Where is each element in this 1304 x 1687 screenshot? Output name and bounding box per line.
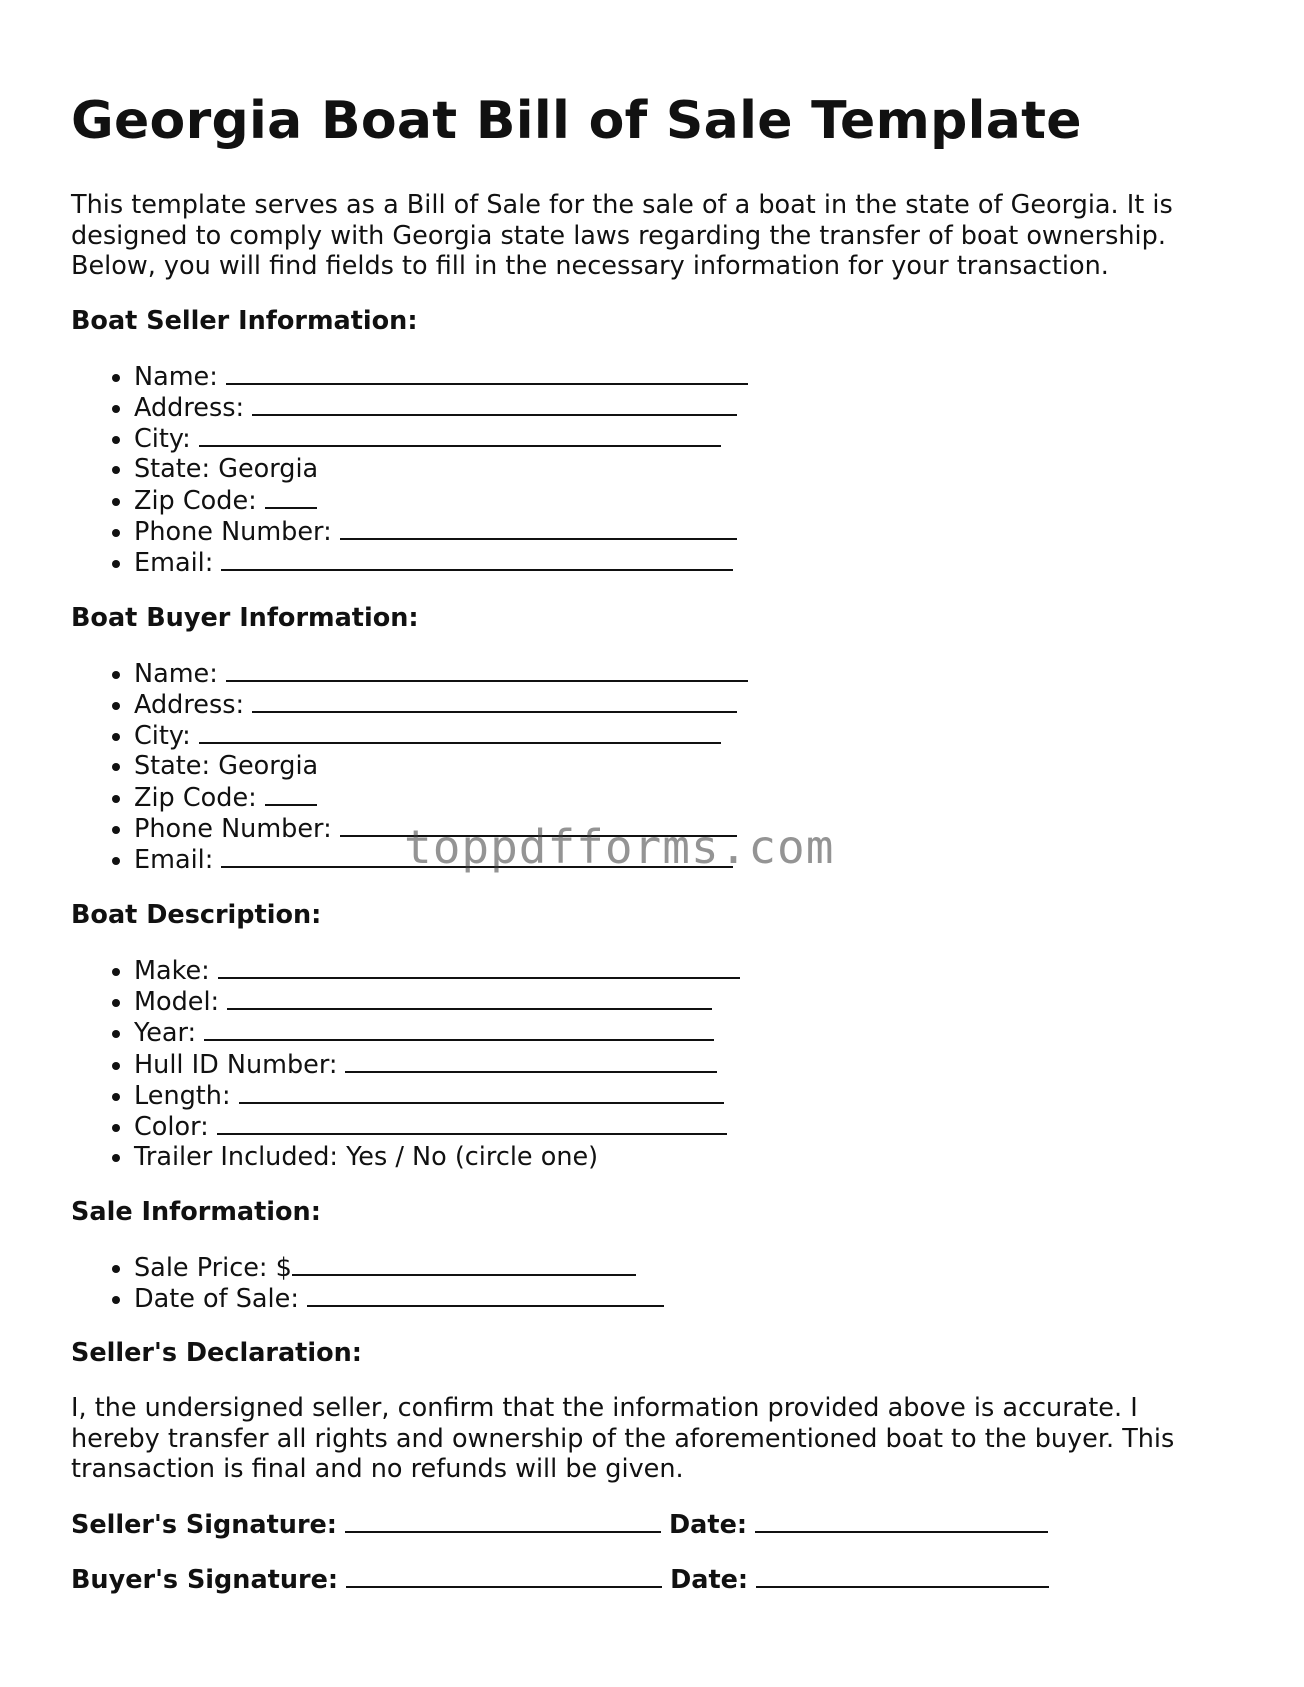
boat-hull-field: • Hull ID Number: bbox=[134, 1049, 1231, 1080]
seller-phone-field: • Phone Number: bbox=[134, 516, 1231, 547]
seller-name-field: • Name: bbox=[134, 361, 1231, 392]
buyer-address-field: • Address: bbox=[134, 689, 1231, 720]
boat-length-blank[interactable] bbox=[239, 1080, 724, 1104]
sale-date-field: • Date of Sale: bbox=[134, 1283, 1231, 1314]
seller-signature-blank[interactable] bbox=[345, 1509, 661, 1533]
seller-name-blank[interactable] bbox=[226, 361, 748, 385]
boat-year-blank[interactable] bbox=[204, 1017, 714, 1041]
buyer-signature-blank[interactable] bbox=[346, 1564, 662, 1588]
boat-model-blank[interactable] bbox=[227, 986, 712, 1010]
seller-fields bbox=[71, 361, 1231, 579]
seller-email-blank[interactable] bbox=[221, 547, 733, 571]
buyer-zip-blank[interactable] bbox=[265, 782, 317, 806]
boat-length-field: • Length: bbox=[134, 1080, 1231, 1111]
sale-heading: Sale Information: bbox=[71, 1196, 321, 1227]
boat-make-field: • Make: bbox=[134, 955, 1231, 986]
seller-city-blank[interactable] bbox=[199, 423, 721, 447]
buyer-email-field: • Email: bbox=[134, 844, 1231, 875]
buyer-name-field: • Name: bbox=[134, 658, 1231, 689]
document-page bbox=[71, 0, 1231, 1595]
boat-color-field: • Color: bbox=[134, 1111, 1231, 1142]
boat-fields bbox=[71, 955, 1231, 1173]
seller-state-field: • State: Georgia bbox=[134, 454, 1231, 484]
buyer-city-field: • City: bbox=[134, 720, 1231, 751]
boat-color-blank[interactable] bbox=[217, 1111, 727, 1135]
boat-model-field: • Model: bbox=[134, 986, 1231, 1017]
seller-zip-field: • Zip Code: bbox=[134, 485, 1231, 516]
boat-heading: Boat Description: bbox=[71, 899, 322, 930]
boat-make-blank[interactable] bbox=[218, 955, 740, 979]
seller-zip-blank[interactable] bbox=[265, 485, 317, 509]
declaration-paragraph: I, the undersigned seller, confirm that the information provided above is accurate. I hereby transfer all rights and ownership of the aforementioned boat to the buyer. This transaction is final and no refunds will be given. bbox=[71, 1393, 1175, 1485]
seller-address-blank[interactable] bbox=[252, 392, 737, 416]
boat-hull-blank[interactable] bbox=[345, 1049, 717, 1073]
buyer-address-blank[interactable] bbox=[252, 689, 737, 713]
seller-address-field: • Address: bbox=[134, 392, 1231, 423]
sale-price-blank[interactable] bbox=[292, 1252, 636, 1276]
sale-price-field: • Sale Price: $ bbox=[134, 1252, 1231, 1283]
seller-email-field: • Email: bbox=[134, 547, 1231, 578]
buyer-city-blank[interactable] bbox=[199, 720, 721, 744]
seller-phone-blank[interactable] bbox=[340, 516, 737, 540]
intro-paragraph: This template serves as a Bill of Sale for the sale of a boat in the state of Georgia. It is designed to comply with Georgia state laws regarding the transfer of boat ownership. Below, you will find fields to fill in the necessary information for your transaction. bbox=[71, 190, 1173, 281]
buyer-date-blank[interactable] bbox=[756, 1564, 1049, 1588]
buyer-signature-row: Buyer's Signature: Date: bbox=[71, 1564, 1231, 1595]
seller-heading: Boat Seller Information: bbox=[71, 305, 418, 336]
buyer-name-blank[interactable] bbox=[226, 658, 748, 682]
seller-date-blank[interactable] bbox=[755, 1509, 1048, 1533]
sale-fields bbox=[71, 1252, 1231, 1315]
watermark-text: toppdfforms.com bbox=[404, 820, 835, 874]
buyer-heading: Boat Buyer Information: bbox=[71, 602, 419, 633]
boat-trailer-field: • Trailer Included: Yes / No (circle one) bbox=[134, 1142, 1231, 1172]
boat-year-field: • Year: bbox=[134, 1017, 1231, 1048]
buyer-zip-field: • Zip Code: bbox=[134, 782, 1231, 813]
sale-date-blank[interactable] bbox=[307, 1283, 664, 1307]
seller-signature-row: Seller's Signature: Date: bbox=[71, 1509, 1231, 1540]
declaration-heading: Seller's Declaration: bbox=[71, 1338, 362, 1369]
buyer-phone-field: • Phone Number: bbox=[134, 813, 1231, 844]
buyer-state-field: • State: Georgia bbox=[134, 751, 1231, 781]
seller-city-field: • City: bbox=[134, 423, 1231, 454]
page-title: Georgia Boat Bill of Sale Template bbox=[71, 91, 1082, 151]
